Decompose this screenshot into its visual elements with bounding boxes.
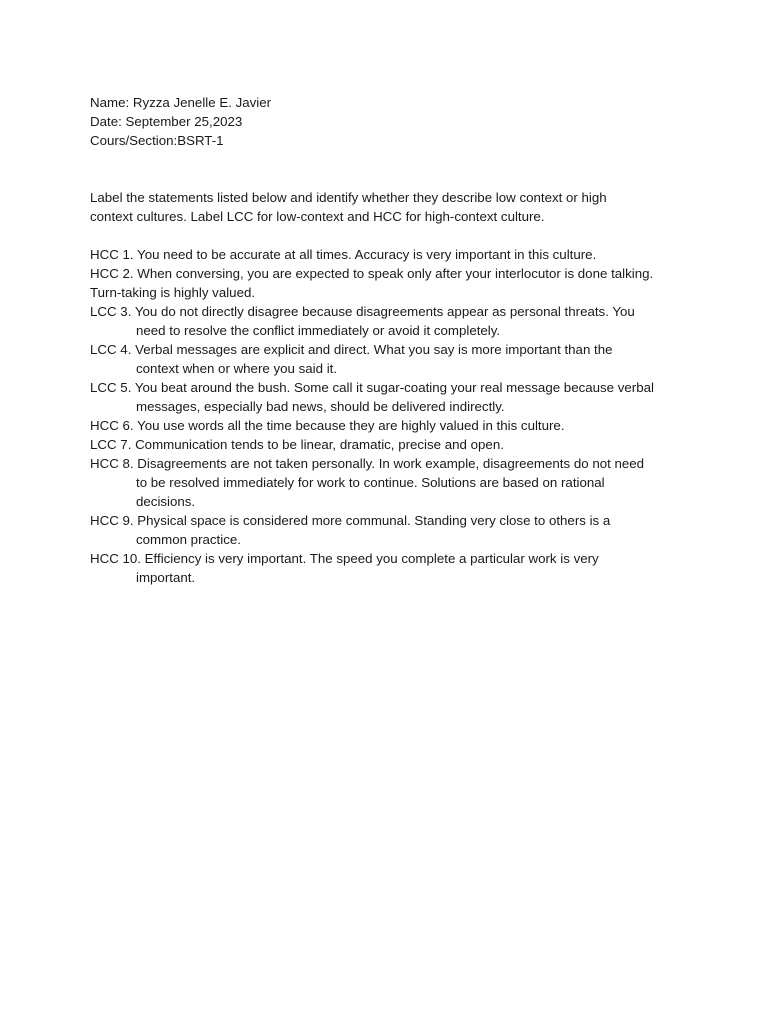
instructions-paragraph [90, 188, 690, 226]
statement-continuation: Turn-taking is highly valued. [90, 285, 256, 300]
statement-item-7 [90, 435, 690, 454]
statement-item-8 [90, 454, 690, 511]
statement-item-9 [90, 511, 690, 549]
statement-continuation: context when or where you said it. [136, 361, 338, 376]
instructions-line: context cultures. Label LCC for low-context and HCC for high-context culture. [90, 209, 545, 224]
statement-item-5 [90, 378, 690, 416]
submission-date: Date: September 25,2023 [90, 114, 243, 129]
statement-text: HCC 1. You need to be accurate at all times. Accuracy is very important in this culture. [90, 247, 597, 262]
student-name: Name: Ryzza Jenelle E. Javier [90, 95, 272, 110]
instructions-line: Label the statements listed below and identify whether they describe low context or high [90, 190, 607, 205]
statement-item-2 [90, 264, 690, 302]
statement-continuation: important. [136, 570, 196, 585]
course-section: Cours/Section:BSRT-1 [90, 133, 224, 148]
statement-text: LCC 5. You beat around the bush. Some call it sugar-coating your real message because verbal [90, 380, 654, 395]
statement-continuation: common practice. [136, 532, 241, 547]
statement-text: LCC 4. Verbal messages are explicit and direct. What you say is more important than the [90, 342, 613, 357]
statement-text: LCC 7. Communication tends to be linear, dramatic, precise and open. [90, 437, 504, 452]
statement-continuation: decisions. [136, 494, 196, 509]
statement-text: HCC 10. Efficiency is very important. The speed you complete a particular work is very [90, 551, 599, 566]
statement-continuation: messages, especially bad news, should be delivered indirectly. [136, 399, 505, 414]
statement-list [90, 245, 690, 587]
statement-continuation: need to resolve the conflict immediately or avoid it completely. [136, 323, 501, 338]
statement-item-6 [90, 416, 690, 435]
statement-continuation: to be resolved immediately for work to continue. Solutions are based on rational [136, 475, 605, 490]
statement-item-10 [90, 549, 690, 587]
statement-text: HCC 9. Physical space is considered more communal. Standing very close to others is a [90, 513, 611, 528]
statement-item-4 [90, 340, 690, 378]
statement-text: LCC 3. You do not directly disagree because disagreements appear as personal threats. You [90, 304, 635, 319]
student-header [90, 93, 690, 150]
document-body [90, 93, 690, 587]
statement-text: HCC 2. When conversing, you are expected to speak only after your interlocutor is done talking. [90, 266, 654, 281]
statement-item-1 [90, 245, 690, 264]
statement-item-3 [90, 302, 690, 340]
statement-text: HCC 6. You use words all the time because they are highly valued in this culture. [90, 418, 565, 433]
statement-text: HCC 8. Disagreements are not taken personally. In work example, disagreements do not need [90, 456, 645, 471]
